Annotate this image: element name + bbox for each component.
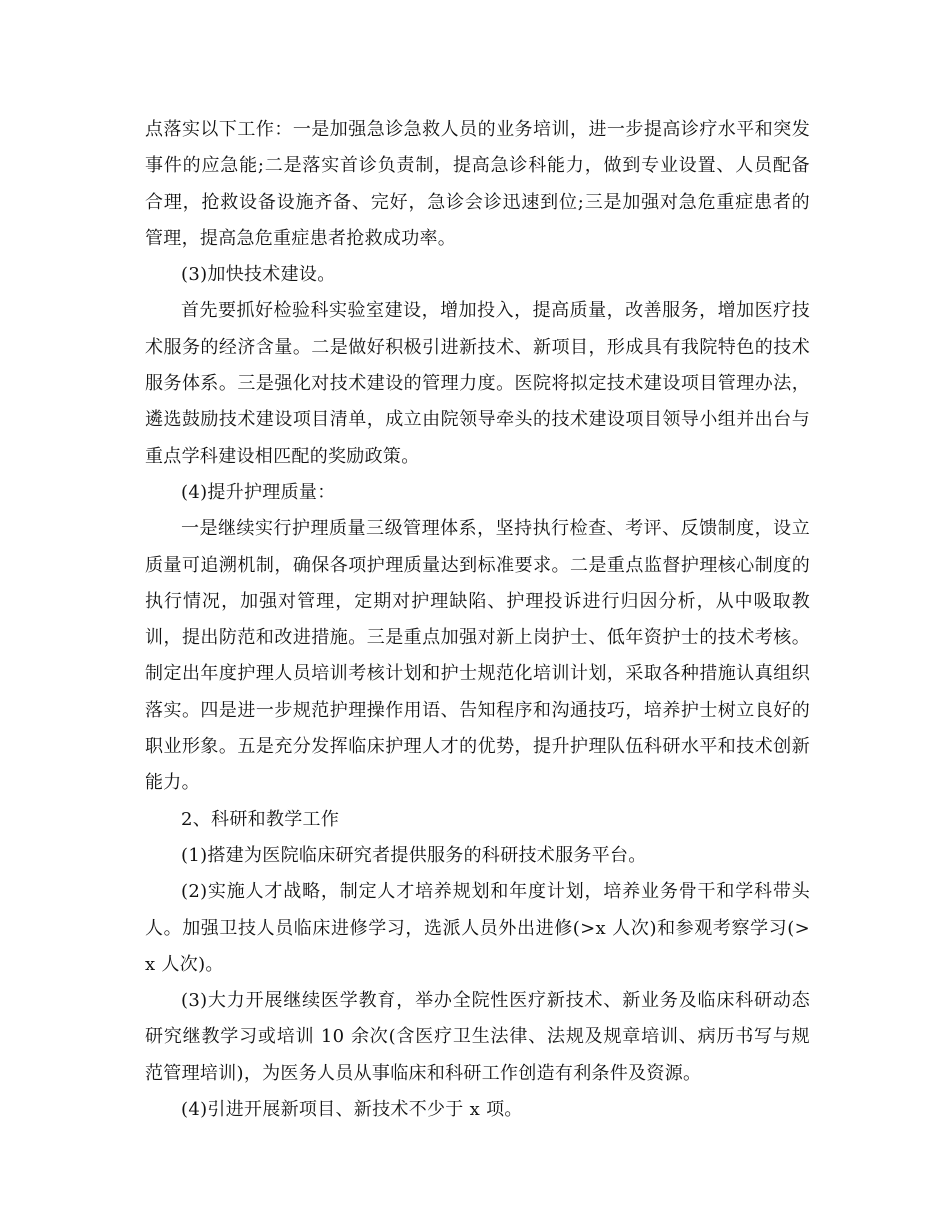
heading-nursing-quality: (4)提升护理质量： — [181, 481, 336, 503]
heading-tech-construction: (3)加快技术建设。 — [181, 264, 336, 286]
paragraph-continuation: 点落实以下工作：一是加强急诊急救人员的业务培训，进一步提高诊疗水平和突发事件的应急能;二是落实首诊负责制，提高急诊科能力，做到专业设置、人员配备合理，抢救设备设施齐备、完好，急诊会诊迅速到位;三是加强对急危重症患者的管理，提高急危重症患者抢救成功率。 — [145, 119, 810, 249]
paragraph-nursing-quality: 一是继续实行护理质量三级管理体系，坚持执行检查、考评、反馈制度，设立质量可追溯机制，确保各项护理质量达到标准要求。二是重点监督护理核心制度的执行情况，加强对管理，定期对护理缺陷、护理投诉进行归因分析，从中吸取教训，提出防范和改进措施。三是重点加强对新上岗护士、低年资护士的技术考核。制定出年度护理人员培训考核计划和护士规范化培训计划，采取各种措施认真组织落实。四是进一步规范护理操作用语、告知程序和沟通技巧，培养护士树立良好的职业形象。五是充分发挥临床护理人才的优势，提升护理队伍科研水平和技术创新能力。 — [145, 518, 810, 794]
item-research-platform: (1)搭建为医院临床研究者提供服务的科研技术服务平台。 — [181, 844, 647, 866]
document-body — [145, 112, 810, 1128]
item-talent-strategy: (2)实施人才战略，制定人才培养规划和年度计划，培养业务骨干和学科带头人。加强卫技人员临床进修学习，选派人员外出进修(>x 人次)和参观考察学习(>x 人次)。 — [145, 881, 810, 975]
item-new-projects: (4)引进开展新项目、新技术不少于 x 项。 — [181, 1099, 523, 1121]
heading-research-teaching: 2、科研和教学工作 — [181, 808, 340, 830]
item-continuing-education: (3)大力开展继续医学教育，举办全院性医疗新技术、新业务及临床科研动态研究继教学习或培训 10 余次(含医疗卫生法律、法规及规章培训、病历书写与规范管理培训)，为医务人员从事临床和科研工作创造有利条件及资源。 — [145, 990, 810, 1084]
paragraph-tech-construction: 首先要抓好检验科实验室建设，增加投入，提高质量，改善服务，增加医疗技术服务的经济含量。二是做好积极引进新技术、新项目，形成具有我院特色的技术服务体系。三是强化对技术建设的管理力度。医院将拟定技术建设项目管理办法，遴选鼓励技术建设项目清单，成立由院领导牵头的技术建设项目领导小组并出台与重点学科建设相匹配的奖励政策。 — [145, 300, 810, 467]
